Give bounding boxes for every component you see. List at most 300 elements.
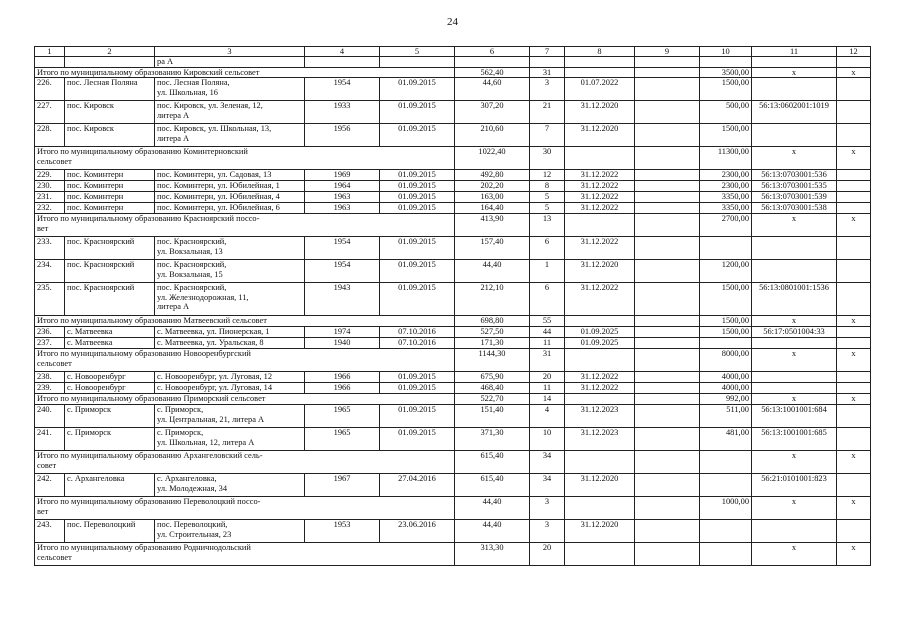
column-number: 11: [752, 47, 837, 57]
settlement-cell: пос. Коминтерн: [65, 192, 155, 203]
column-number: 1: [35, 47, 65, 57]
column-12-cell: [837, 338, 871, 349]
deadline-cell: 31.12.2022: [565, 283, 635, 316]
column-number: 9: [635, 47, 700, 57]
column-12-cell: [837, 57, 871, 67]
subtotal-count-cell: 3: [530, 497, 565, 520]
column-number: 2: [65, 47, 155, 57]
row-number: 238.: [35, 372, 65, 383]
amount-cell: 481,00: [700, 428, 752, 451]
deadline-cell: 31.12.2020: [565, 101, 635, 124]
subtotal-amount-cell: 992,00: [700, 394, 752, 405]
subtotal-label: Итого по муниципальному образованию Красноярский поссо- вет: [35, 214, 455, 237]
column-12-cell: [837, 181, 871, 192]
date-cell: 01.09.2015: [380, 383, 455, 394]
subtotal-column-12-cell: х: [837, 497, 871, 520]
address-cell: с. Новооренбург, ул. Луговая, 12: [155, 372, 305, 383]
column-9-cell: [635, 181, 700, 192]
column-12-cell: [837, 78, 871, 101]
subtotal-column-9-cell: [635, 394, 700, 405]
year-built-cell: 1954: [305, 78, 380, 101]
year-built-cell: 1963: [305, 203, 380, 214]
count-cell: 5: [530, 203, 565, 214]
cadastral-number-cell: [752, 260, 837, 283]
subtotal-deadline-cell: [565, 316, 635, 327]
subtotal-label: Итого по муниципальному образованию Коминтерновский сельсовет: [35, 147, 455, 170]
subtotal-column-9-cell: [635, 147, 700, 170]
column-12-cell: [837, 260, 871, 283]
year-built-cell: 1940: [305, 338, 380, 349]
date-cell: 01.09.2015: [380, 428, 455, 451]
cadastral-number-cell: 56:13:0703001:539: [752, 192, 837, 203]
address-cell: пос. Красноярский, ул. Железнодорожная, 11, литера А: [155, 283, 305, 316]
subtotal-amount-cell: [700, 451, 752, 474]
subtotal-area-cell: 44,40: [455, 497, 530, 520]
row-number: 227.: [35, 101, 65, 124]
area-cell: 164,40: [455, 203, 530, 214]
settlement-cell: пос. Переволоцкий: [65, 520, 155, 543]
cadastral-number-cell: 56:13:0703001:535: [752, 181, 837, 192]
subtotal-count-cell: 55: [530, 316, 565, 327]
column-9-cell: [635, 124, 700, 147]
cadastral-number-cell: [752, 78, 837, 101]
subtotal-count-cell: 20: [530, 543, 565, 566]
table-row: [35, 283, 871, 316]
subtotal-column-12-cell: х: [837, 67, 871, 77]
subtotal-label: Итого по муниципальному образованию Родничнодольский сельсовет: [35, 543, 455, 566]
subtotal-row: [35, 349, 871, 372]
cadastral-number-cell: [752, 338, 837, 349]
row-number: 228.: [35, 124, 65, 147]
address-cell: пос. Красноярский, ул. Вокзальная, 13: [155, 237, 305, 260]
subtotal-column-12-cell: х: [837, 543, 871, 566]
deadline-cell: 31.12.2022: [565, 372, 635, 383]
column-number-row: [35, 47, 871, 57]
deadline-cell: [565, 57, 635, 67]
row-number: 234.: [35, 260, 65, 283]
subtotal-label: Итого по муниципальному образованию Новооренбургский сельсовет: [35, 349, 455, 372]
cadastral-number-cell: 56:13:0703001:536: [752, 170, 837, 181]
subtotal-row: [35, 543, 871, 566]
amount-cell: [700, 520, 752, 543]
deadline-cell: 01.09.2025: [565, 327, 635, 338]
subtotal-row: [35, 497, 871, 520]
area-cell: 468,40: [455, 383, 530, 394]
year-built-cell: 1933: [305, 101, 380, 124]
date-cell: 01.09.2015: [380, 101, 455, 124]
column-12-cell: [837, 428, 871, 451]
subtotal-count-cell: 13: [530, 214, 565, 237]
cadastral-number-cell: [752, 124, 837, 147]
deadline-cell: 31.12.2022: [565, 237, 635, 260]
cadastral-number-cell: [752, 520, 837, 543]
column-12-cell: [837, 327, 871, 338]
settlement-cell: пос. Лесная Поляна: [65, 78, 155, 101]
year-built-cell: 1954: [305, 237, 380, 260]
count-cell: 20: [530, 372, 565, 383]
subtotal-cadastral-number-cell: х: [752, 147, 837, 170]
address-cell: с. Матвеевка, ул. Пионерская, 1: [155, 327, 305, 338]
year-built-cell: [305, 57, 380, 67]
column-number: 10: [700, 47, 752, 57]
subtotal-amount-cell: 1500,00: [700, 316, 752, 327]
subtotal-cadastral-number-cell: х: [752, 394, 837, 405]
subtotal-cadastral-number-cell: х: [752, 214, 837, 237]
column-9-cell: [635, 405, 700, 428]
subtotal-count-cell: 31: [530, 67, 565, 77]
area-cell: 675,90: [455, 372, 530, 383]
subtotal-area-cell: 313,30: [455, 543, 530, 566]
column-12-cell: [837, 237, 871, 260]
subtotal-row: [35, 214, 871, 237]
count-cell: 12: [530, 170, 565, 181]
subtotal-area-cell: 1022,40: [455, 147, 530, 170]
year-built-cell: 1974: [305, 327, 380, 338]
column-number: 12: [837, 47, 871, 57]
subtotal-column-12-cell: х: [837, 394, 871, 405]
area-cell: 44,40: [455, 520, 530, 543]
date-cell: 01.09.2015: [380, 203, 455, 214]
subtotal-area-cell: 698,80: [455, 316, 530, 327]
subtotal-area-cell: 1144,30: [455, 349, 530, 372]
year-built-cell: 1963: [305, 192, 380, 203]
area-cell: 151,40: [455, 405, 530, 428]
cadastral-number-cell: 56:21:0101001:823: [752, 474, 837, 497]
subtotal-amount-cell: 1000,00: [700, 497, 752, 520]
subtotal-column-9-cell: [635, 316, 700, 327]
deadline-cell: 31.12.2022: [565, 192, 635, 203]
column-9-cell: [635, 428, 700, 451]
subtotal-amount-cell: [700, 543, 752, 566]
address-cell: ра А: [155, 57, 305, 67]
column-9-cell: [635, 260, 700, 283]
address-cell: пос. Коминтерн, ул. Юбилейная, 6: [155, 203, 305, 214]
column-12-cell: [837, 474, 871, 497]
deadline-cell: 31.12.2023: [565, 428, 635, 451]
column-9-cell: [635, 237, 700, 260]
amount-cell: 1500,00: [700, 78, 752, 101]
column-9-cell: [635, 283, 700, 316]
amount-cell: [700, 57, 752, 67]
subtotal-row: [35, 67, 871, 77]
table-row: [35, 181, 871, 192]
subtotal-amount-cell: 8000,00: [700, 349, 752, 372]
settlement-cell: с. Матвеевка: [65, 338, 155, 349]
subtotal-area-cell: 562,40: [455, 67, 530, 77]
date-cell: 07.10.2016: [380, 338, 455, 349]
column-9-cell: [635, 520, 700, 543]
subtotal-label: Итого по муниципальному образованию Матвеевский сельсовет: [35, 316, 455, 327]
year-built-cell: 1954: [305, 260, 380, 283]
column-12-cell: [837, 203, 871, 214]
year-built-cell: 1943: [305, 283, 380, 316]
table-row: [35, 57, 871, 67]
subtotal-deadline-cell: [565, 543, 635, 566]
table-row: [35, 474, 871, 497]
count-cell: 6: [530, 237, 565, 260]
table-row: [35, 428, 871, 451]
subtotal-row: [35, 316, 871, 327]
subtotal-label: Итого по муниципальному образованию Кировский сельсовет: [35, 67, 455, 77]
year-built-cell: 1967: [305, 474, 380, 497]
year-built-cell: 1964: [305, 181, 380, 192]
amount-cell: 1500,00: [700, 327, 752, 338]
year-built-cell: 1965: [305, 428, 380, 451]
column-number: 4: [305, 47, 380, 57]
table-row: [35, 124, 871, 147]
table-row: [35, 520, 871, 543]
amount-cell: 500,00: [700, 101, 752, 124]
year-built-cell: 1953: [305, 520, 380, 543]
address-cell: пос. Коминтерн, ул. Юбилейная, 1: [155, 181, 305, 192]
column-9-cell: [635, 383, 700, 394]
count-cell: 10: [530, 428, 565, 451]
subtotal-column-12-cell: х: [837, 147, 871, 170]
settlement-cell: пос. Красноярский: [65, 260, 155, 283]
deadline-cell: 31.12.2020: [565, 124, 635, 147]
count-cell: 3: [530, 78, 565, 101]
date-cell: 01.09.2015: [380, 260, 455, 283]
settlement-cell: с. Приморск: [65, 405, 155, 428]
amount-cell: [700, 237, 752, 260]
row-number: 232.: [35, 203, 65, 214]
count-cell: 5: [530, 192, 565, 203]
amount-cell: 1500,00: [700, 283, 752, 316]
column-12-cell: [837, 383, 871, 394]
cadastral-number-cell: 56:13:0703001:538: [752, 203, 837, 214]
date-cell: 01.09.2015: [380, 283, 455, 316]
subtotal-area-cell: 615,40: [455, 451, 530, 474]
amount-cell: 1200,00: [700, 260, 752, 283]
deadline-cell: 31.12.2022: [565, 181, 635, 192]
subtotal-deadline-cell: [565, 394, 635, 405]
amount-cell: 2300,00: [700, 170, 752, 181]
address-cell: пос. Лесная Поляна, ул. Школьная, 16: [155, 78, 305, 101]
year-built-cell: 1969: [305, 170, 380, 181]
area-cell: 371,30: [455, 428, 530, 451]
amount-cell: 4000,00: [700, 372, 752, 383]
subtotal-cadastral-number-cell: х: [752, 497, 837, 520]
column-9-cell: [635, 372, 700, 383]
amount-cell: 3350,00: [700, 203, 752, 214]
column-12-cell: [837, 101, 871, 124]
subtotal-column-9-cell: [635, 543, 700, 566]
deadline-cell: 31.12.2020: [565, 474, 635, 497]
subtotal-column-9-cell: [635, 67, 700, 77]
date-cell: 07.10.2016: [380, 327, 455, 338]
amount-cell: 3350,00: [700, 192, 752, 203]
date-cell: [380, 57, 455, 67]
row-number: 240.: [35, 405, 65, 428]
subtotal-deadline-cell: [565, 67, 635, 77]
count-cell: 1: [530, 260, 565, 283]
row-number: 229.: [35, 170, 65, 181]
table-row: [35, 372, 871, 383]
address-cell: с. Новооренбург, ул. Луговая, 14: [155, 383, 305, 394]
table-row: [35, 192, 871, 203]
row-number: 233.: [35, 237, 65, 260]
area-cell: 163,00: [455, 192, 530, 203]
cadastral-number-cell: [752, 372, 837, 383]
row-number: 230.: [35, 181, 65, 192]
column-9-cell: [635, 474, 700, 497]
address-cell: пос. Коминтерн, ул. Юбилейная, 4: [155, 192, 305, 203]
subtotal-area-cell: 522,70: [455, 394, 530, 405]
subtotal-label: Итого по муниципальному образованию Переволоцкий поссо- вет: [35, 497, 455, 520]
deadline-cell: 01.09.2025: [565, 338, 635, 349]
address-cell: пос. Кировск, ул. Школьная, 13, литера А: [155, 124, 305, 147]
subtotal-deadline-cell: [565, 147, 635, 170]
date-cell: 01.09.2015: [380, 372, 455, 383]
subtotal-cadastral-number-cell: х: [752, 67, 837, 77]
table-row: [35, 101, 871, 124]
row-number: 235.: [35, 283, 65, 316]
subtotal-column-12-cell: х: [837, 349, 871, 372]
subtotal-column-9-cell: [635, 214, 700, 237]
date-cell: 01.09.2015: [380, 124, 455, 147]
column-9-cell: [635, 101, 700, 124]
subtotal-column-12-cell: х: [837, 214, 871, 237]
settlement-cell: с. Архангеловка: [65, 474, 155, 497]
subtotal-deadline-cell: [565, 497, 635, 520]
settlement-cell: с. Матвеевка: [65, 327, 155, 338]
subtotal-row: [35, 451, 871, 474]
deadline-cell: 31.12.2023: [565, 405, 635, 428]
registry-table: [34, 46, 871, 566]
cadastral-number-cell: 56:13:1001001:685: [752, 428, 837, 451]
table-row: [35, 78, 871, 101]
address-cell: с. Архангеловка, ул. Молодежная, 34: [155, 474, 305, 497]
row-number: 231.: [35, 192, 65, 203]
subtotal-column-9-cell: [635, 451, 700, 474]
column-number: 3: [155, 47, 305, 57]
count-cell: [530, 57, 565, 67]
count-cell: 21: [530, 101, 565, 124]
settlement-cell: пос. Кировск: [65, 101, 155, 124]
table-row: [35, 170, 871, 181]
cadastral-number-cell: 56:13:1001001:684: [752, 405, 837, 428]
subtotal-deadline-cell: [565, 349, 635, 372]
table-body: [35, 47, 871, 566]
row-number: 243.: [35, 520, 65, 543]
settlement-cell: пос. Красноярский: [65, 283, 155, 316]
column-9-cell: [635, 170, 700, 181]
year-built-cell: 1956: [305, 124, 380, 147]
row-number: 239.: [35, 383, 65, 394]
subtotal-cadastral-number-cell: х: [752, 543, 837, 566]
subtotal-amount-cell: 3500,00: [700, 67, 752, 77]
area-cell: 157,40: [455, 237, 530, 260]
date-cell: 01.09.2015: [380, 78, 455, 101]
address-cell: пос. Переволоцкий, ул. Строительная, 23: [155, 520, 305, 543]
date-cell: 01.09.2015: [380, 237, 455, 260]
area-cell: 527,50: [455, 327, 530, 338]
settlement-cell: с. Новооренбург: [65, 383, 155, 394]
cadastral-number-cell: [752, 57, 837, 67]
date-cell: 01.09.2015: [380, 181, 455, 192]
date-cell: 01.09.2015: [380, 170, 455, 181]
cadastral-number-cell: 56:17:0501004:33: [752, 327, 837, 338]
address-cell: пос. Коминтерн, ул. Садовая, 13: [155, 170, 305, 181]
address-cell: с. Приморск, ул. Школьная, 12, литера А: [155, 428, 305, 451]
amount-cell: 2300,00: [700, 181, 752, 192]
amount-cell: [700, 474, 752, 497]
subtotal-column-9-cell: [635, 349, 700, 372]
area-cell: 44,40: [455, 260, 530, 283]
address-cell: с. Матвеевка, ул. Уральская, 8: [155, 338, 305, 349]
area-cell: 171,30: [455, 338, 530, 349]
column-number: 5: [380, 47, 455, 57]
column-number: 6: [455, 47, 530, 57]
date-cell: 23.06.2016: [380, 520, 455, 543]
deadline-cell: 31.12.2022: [565, 203, 635, 214]
table-row: [35, 237, 871, 260]
column-number: 7: [530, 47, 565, 57]
subtotal-column-12-cell: х: [837, 316, 871, 327]
table-row: [35, 338, 871, 349]
year-built-cell: 1966: [305, 383, 380, 394]
row-number: 242.: [35, 474, 65, 497]
deadline-cell: 31.12.2022: [565, 383, 635, 394]
count-cell: 7: [530, 124, 565, 147]
row-number: [35, 57, 65, 67]
subtotal-count-cell: 14: [530, 394, 565, 405]
page-number: 24: [447, 16, 458, 28]
subtotal-count-cell: 34: [530, 451, 565, 474]
area-cell: 212,10: [455, 283, 530, 316]
settlement-cell: пос. Коминтерн: [65, 203, 155, 214]
table-row: [35, 327, 871, 338]
date-cell: 27.04.2016: [380, 474, 455, 497]
row-number: 237.: [35, 338, 65, 349]
subtotal-amount-cell: 2700,00: [700, 214, 752, 237]
settlement-cell: [65, 57, 155, 67]
column-12-cell: [837, 283, 871, 316]
settlement-cell: пос. Коминтерн: [65, 170, 155, 181]
subtotal-column-12-cell: х: [837, 451, 871, 474]
area-cell: 210,60: [455, 124, 530, 147]
area-cell: 307,20: [455, 101, 530, 124]
subtotal-cadastral-number-cell: х: [752, 451, 837, 474]
count-cell: 11: [530, 338, 565, 349]
deadline-cell: 31.12.2022: [565, 170, 635, 181]
column-9-cell: [635, 338, 700, 349]
date-cell: 01.09.2015: [380, 405, 455, 428]
subtotal-deadline-cell: [565, 214, 635, 237]
year-built-cell: 1966: [305, 372, 380, 383]
column-9-cell: [635, 203, 700, 214]
count-cell: 8: [530, 181, 565, 192]
count-cell: 4: [530, 405, 565, 428]
column-12-cell: [837, 372, 871, 383]
cadastral-number-cell: 56:13:0801001:1536: [752, 283, 837, 316]
column-9-cell: [635, 192, 700, 203]
address-cell: с. Приморск, ул. Центральная, 21, литера А: [155, 405, 305, 428]
subtotal-area-cell: 413,90: [455, 214, 530, 237]
count-cell: 3: [530, 520, 565, 543]
settlement-cell: пос. Красноярский: [65, 237, 155, 260]
subtotal-label: Итого по муниципальному образованию Приморский сельсовет: [35, 394, 455, 405]
column-12-cell: [837, 170, 871, 181]
cadastral-number-cell: [752, 237, 837, 260]
count-cell: 44: [530, 327, 565, 338]
row-number: 241.: [35, 428, 65, 451]
column-12-cell: [837, 124, 871, 147]
settlement-cell: с. Приморск: [65, 428, 155, 451]
column-9-cell: [635, 57, 700, 67]
count-cell: 34: [530, 474, 565, 497]
row-number: 226.: [35, 78, 65, 101]
